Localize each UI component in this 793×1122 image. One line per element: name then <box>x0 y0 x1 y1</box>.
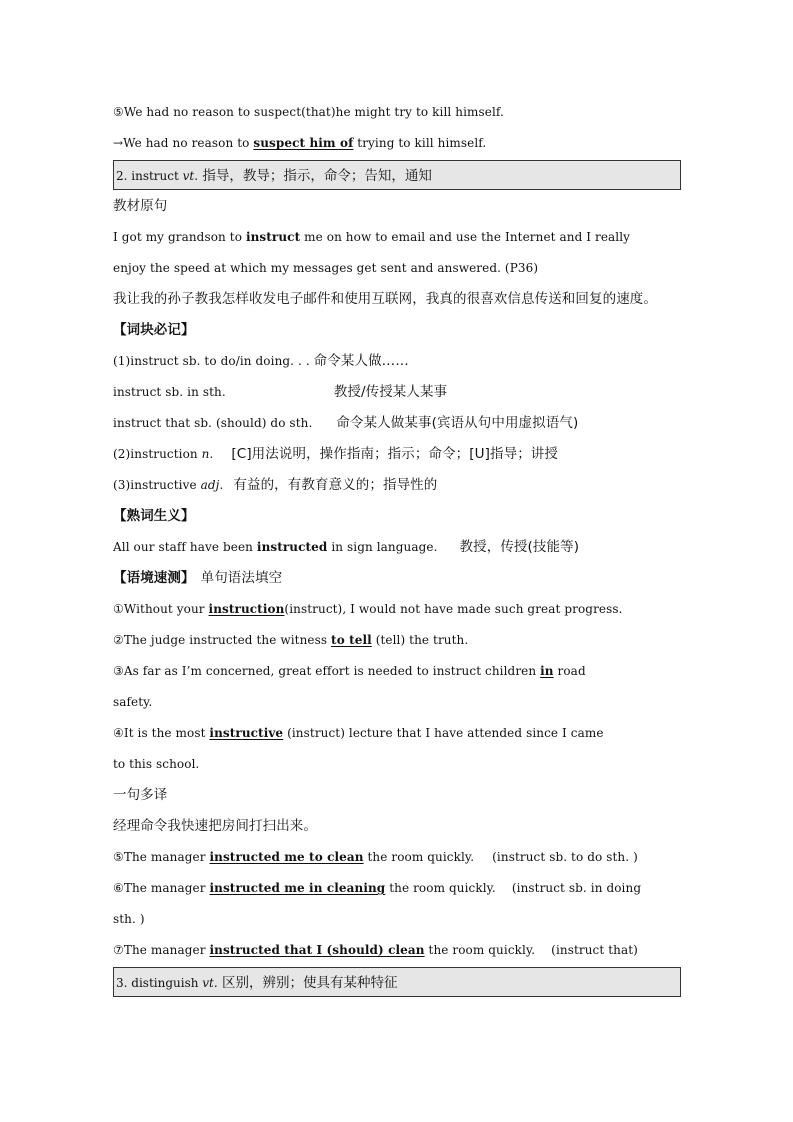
multi-translation-prompt: 经理命令我快速把房间打扫出来。 <box>113 818 317 834</box>
multi-translation-label: 一句多译 <box>113 787 168 803</box>
answer-key: suspect him of <box>253 136 354 150</box>
translation-6-line1: ⑥The manager instructed me in cleaning the room quickly. (instruct sb. in doing <box>113 881 642 895</box>
example-5-original: ⑤We had no reason to suspect(that)he might try to kill himself. <box>113 105 504 119</box>
section-heading-test: 【语境速测】 单句语法填空 <box>113 570 283 586</box>
section-heading-chunks: 【词块必记】 <box>113 322 195 338</box>
textbook-sentence-line2: enjoy the speed at which my messages get sent and answered. (P36) <box>113 261 539 275</box>
chunk-5: (3)instructive adj. 有益的，有教育意义的；指导性的 <box>113 477 438 493</box>
answer-key: in <box>540 664 554 678</box>
meaning-example: All our staff have been instructed in sign language. 教授，传授(技能等) <box>113 539 580 555</box>
word-entry-3-header: 3. distinguish vt. 区别，辨别；使具有某种特征 <box>113 967 681 997</box>
answer-key: instructive <box>209 726 284 740</box>
translation-5: ⑤The manager instructed me to clean the room quickly. (instruct sb. to do sth. ) <box>113 850 638 864</box>
translation-7: ⑦The manager instructed that I (should) clean the room quickly. (instruct that) <box>113 943 638 957</box>
answer-key: to tell <box>331 633 372 647</box>
chunk-3: instruct that sb. (should) do sth. 命令某人做某事(宾语从句中用虚拟语气) <box>113 415 579 431</box>
chunk-2: instruct sb. in sth. 教授/传授某人某事 <box>113 384 448 400</box>
test-item-3-line1: ③As far as I’m concerned, great effort is needed to instruct children in road <box>113 664 586 678</box>
translation-6-line2: sth. ) <box>113 912 145 926</box>
textbook-sentence-line1: I got my grandson to instruct me on how to email and use the Internet and I really <box>113 230 631 244</box>
example-5-rewrite: →We had no reason to suspect him of trying to kill himself. <box>113 136 487 150</box>
test-item-4-line2: to this school. <box>113 757 200 771</box>
test-item-4-line1: ④It is the most instructive (instruct) lecture that I have attended since I came <box>113 726 604 740</box>
answer-key: instructed that I (should) clean <box>209 943 425 957</box>
answer-key: instructed me in cleaning <box>209 881 386 895</box>
chunk-4: (2)instruction n. [C]用法说明，操作指南；指示；命令；[U]指导；讲授 <box>113 446 558 462</box>
answer-key: instructed me to clean <box>209 850 364 864</box>
chunk-1: (1)instruct sb. to do/in doing. . . 命令某人做…… <box>113 353 409 369</box>
section-heading-meaning: 【熟词生义】 <box>113 508 195 524</box>
test-item-2: ②The judge instructed the witness to tell (tell) the truth. <box>113 633 469 647</box>
answer-key: instruction <box>208 602 285 616</box>
document-page <box>113 97 681 998</box>
textbook-source-label: 教材原句 <box>113 198 168 214</box>
textbook-sentence-translation: 我让我的孙子教我怎样收发电子邮件和使用互联网，我真的很喜欢信息传送和回复的速度。 <box>113 291 657 307</box>
test-item-1: ①Without your instruction(instruct), I would not have made such great progress. <box>113 602 623 616</box>
test-item-3-line2: safety. <box>113 695 153 709</box>
word-entry-2-header: 2. instruct vt. 指导，教导；指示，命令；告知，通知 <box>113 160 681 190</box>
